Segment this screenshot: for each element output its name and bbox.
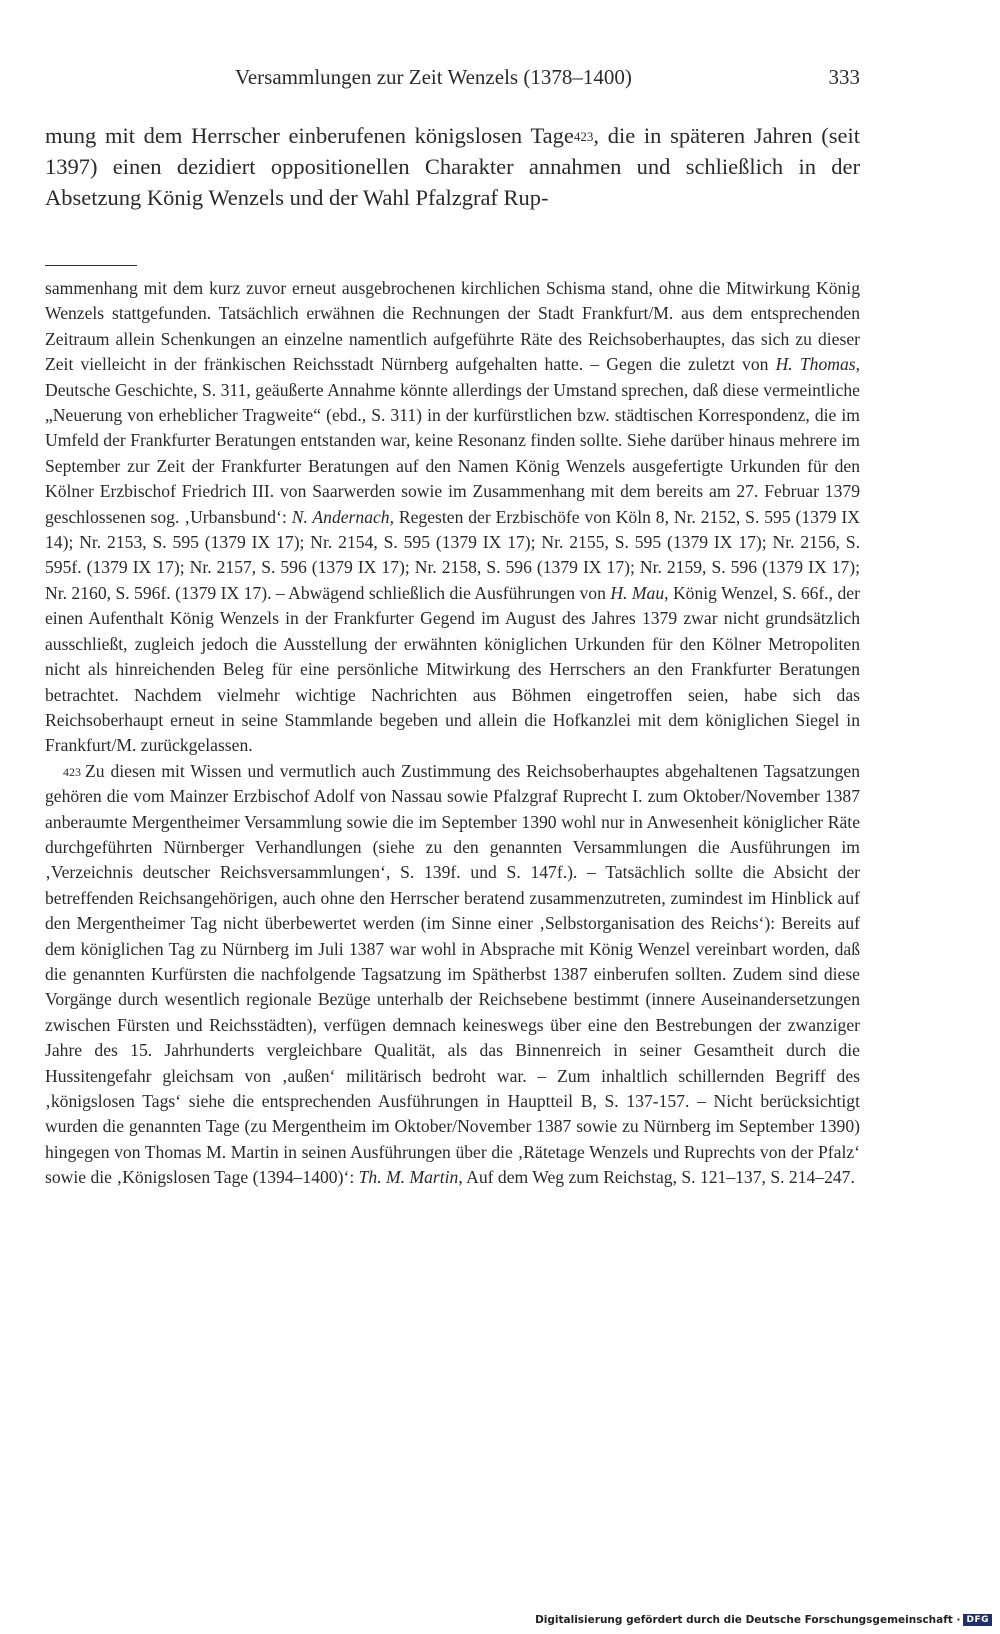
footnote-text: sammenhang mit dem kurz zuvor erneut ausgebrochenen kirchlichen Schisma stand, ohne die Mitwirkung König Wenzels stattgefunden. Tatsächlich erwähnen die Rechnungen der Stadt Frankfurt/M. aus dem entsprechenden Zeitraum allein Schenkungen an einzelne namentlich aufgeführte Räte des Reichsoberhauptes, das sich zu dieser Zeit vielleicht in der fränkischen Reichsstadt Nürnberg aufgehalten hatte. – Gegen die zuletzt von bbox=[45, 278, 860, 375]
footnote-separator bbox=[45, 265, 137, 266]
footnotes bbox=[45, 276, 860, 1191]
footnote-text: , Regesten der Erzbischöfe von Köln 8, Nr. 2152, S. 595 (1379 IX 14); Nr. 2153, S. 595 (1379 IX 17); Nr. 2154, S. 595 (1379 IX 17); Nr. 2155, S. 595 (1379 IX 17); Nr. 2156, S. 595f. (1379 IX 17); Nr. 2157, S. 596 (1379 IX 17); Nr. 2158, S. 596 (1379 IX 17); Nr. 2159, S. 596 (1379 IX 17); Nr. 2160, S. 596f. (1379 IX 17). – Abwägend schließlich die Ausführungen von bbox=[45, 506, 860, 603]
author-name: H. Thomas bbox=[775, 354, 856, 375]
footnote-reference[interactable]: 423 bbox=[573, 129, 594, 144]
footnote-text: , Auf dem Weg zum Reichstag, S. 121–137, S. 214–247. bbox=[458, 1167, 855, 1188]
author-name: N. Andernach bbox=[291, 506, 390, 527]
footnote-423 bbox=[45, 759, 860, 1191]
dfg-logo: DFG bbox=[963, 1614, 992, 1626]
footnote-text: , Deutsche Geschichte, S. 311, geäußerte Annahme könnte allerdings der Umstand sprechen, daß diese vermeintliche „Neuerung von erheblicher Tragweite“ (ebd., S. 311) in der kurfürstlichen bzw. städtischen Korrespondenz, die im Umfeld der Frankfurter Beratungen entstanden war, keine Resonanz finden sollte. Siehe darüber hinaus mehrere im September zur Zeit der Frankfurter Beratungen auf den Namen König Wenzels ausgefertigte Urkunden für den Kölner Erzbischof Friedrich III. von Saarwerden sowie im Zusammenhang mit dem bereits am 27. Februar 1379 geschlossenen sog. ‚Urbansbund‘: bbox=[45, 354, 860, 527]
author-name: Th. M. Martin bbox=[358, 1167, 459, 1188]
footnote-number: 423 bbox=[63, 764, 81, 779]
running-head-title: Versammlungen zur Zeit Wenzels (1378–1400) bbox=[235, 65, 632, 89]
digitization-credit bbox=[535, 1614, 992, 1626]
credit-text: Digitalisierung gefördert durch die Deutsche Forschungsgemeinschaft · bbox=[535, 1614, 961, 1626]
footnote-continued bbox=[45, 276, 860, 759]
body-paragraph bbox=[45, 120, 860, 213]
page-number: 333 bbox=[828, 65, 860, 89]
footnote-text: Zu diesen mit Wissen und vermutlich auch Zustimmung des Reichsoberhauptes abgehaltenen Tagsatzungen gehören die vom Mainzer Erzbischof Adolf von Nassau sowie Pfalzgraf Ruprecht I. zum Oktober/November 1387 anberaumte Mergentheimer Versammlung sowie die im September 1390 wohl nur in Anwesenheit königlicher Räte durchgeführten Nürnberger Verhandlungen (siehe zu den genannten Versammlungen die Ausführungen im ‚Verzeichnis deutscher Reichsversammlungen‘, S. 139f. und S. 147f.). – Tatsächlich sollte die Absicht der betreffenden Reichsangehörigen, auch ohne den Herrscher beratend zusammenzutreten, zumindest im Hinblick auf den Mergentheimer Tag nicht überbewertet werden (im Sinne einer ‚Selbstorganisation des Reichs‘): Bereits auf dem königlichen Tag zu Nürnberg im Juli 1387 war wohl in Absprache mit König Wenzel vereinbart worden, daß die genannten Kurfürsten die nachfolgende Tagsatzung im Spätherbst 1387 einberufen sollten. Zudem sind diese Vorgänge durch wesentlich regionale Bezüge unterhalb der Reichsebene bestimmt (innere Auseinandersetzungen zwischen Fürsten und Reichsstädten), verfügen demnach keineswegs über eine den Bestrebungen der zwanziger Jahre des 15. Jahrhunderts vergleichbare Qualität, als das Binnenreich in seiner Gesamtheit durch die Hussitengefahr gleichsam von ‚außen‘ militärisch bedroht war. – Zum inhaltlich schillernden Begriff des ‚königslosen Tags‘ siehe die entsprechenden Ausführungen in Hauptteil B, S. 137-157. – Nicht berücksichtigt wurden die genannten Tage (zu Mergentheim im Oktober/November 1387 sowie zu Nürnberg im September 1390) hingegen von Thomas M. Martin in seinen Ausführungen über die ‚Rätetage Wenzels und Ruprechts von der Pfalz‘ sowie die ‚Königslosen Tage (1394–1400)‘: bbox=[45, 760, 860, 1188]
author-name: H. Mau bbox=[610, 582, 665, 603]
footnote-text: , König Wenzel, S. 66f., der einen Aufenthalt König Wenzels in der Frankfurter Gegend im August des Jahres 1379 zwar nicht grundsätzlich ausschließt, zugleich jedoch die Ausstellung der erwähnten königlichen Urkunden für den Kölner Metropoliten nicht als hinreichenden Beleg für eine persönliche Mitwirkung des Herrschers an den Frankfurter Beratungen betrachtet. Nachdem vielmehr wichtige Nachrichten aus Böhmen eingetroffen seien, habe sich das Reichsoberhaupt erneut in seine Stammlande begeben und allein die Hofkanzlei mit dem königlichen Siegel in Frankfurt/M. zurückgelassen. bbox=[45, 582, 860, 756]
body-text-start: mung mit dem Herrscher einberufenen königslosen Tage bbox=[45, 123, 574, 148]
body-text-end: , die in späteren Jahren (seit 1397) einen dezidiert oppositionellen Charakter annahmen und schließlich in der Absetzung König Wenzels und der Wahl Pfalzgraf Rup- bbox=[45, 123, 860, 210]
